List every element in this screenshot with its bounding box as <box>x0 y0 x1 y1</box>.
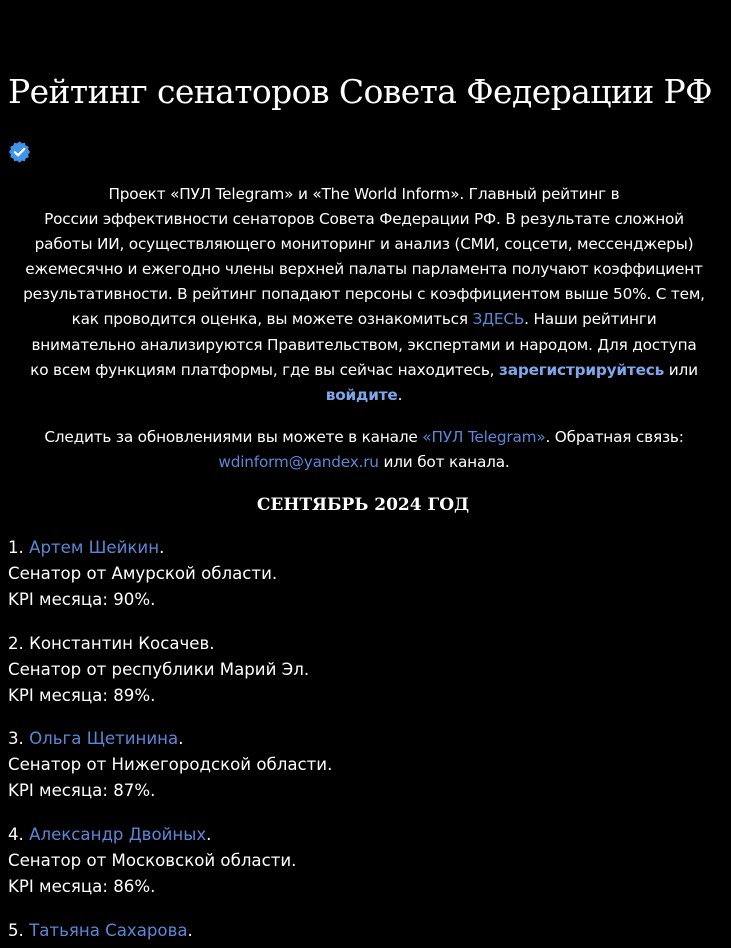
intro-text: . Наши рейтинги <box>524 310 657 329</box>
senator-name: Константин Косачев <box>29 633 210 653</box>
register-link[interactable]: зарегистрируйтесь <box>499 360 665 379</box>
intro-line: внимательно анализируются Правительством, экспертами и народом. Для доступа <box>31 335 697 354</box>
follow-line <box>4 450 724 475</box>
senator-name-link[interactable]: Артем Шейкин <box>29 538 160 557</box>
rank-number: 2. <box>8 633 30 653</box>
senator-entry <box>8 726 723 804</box>
senator-kpi: KPI месяца: 89%. <box>8 685 156 705</box>
senator-name-link[interactable]: Александр Двойных <box>29 825 207 845</box>
intro-line: работы ИИ, осуществляющего мониторинг и анализ (СМИ, соцсети, мессенджеры) <box>34 235 694 254</box>
rank-number: 3. <box>8 729 30 749</box>
intro-line <box>4 307 724 332</box>
intro-line <box>4 383 724 408</box>
follow-paragraph <box>4 425 724 475</box>
login-link[interactable]: войдите <box>325 385 398 404</box>
rank-number: 5. <box>8 920 30 940</box>
name-suffix: . <box>206 825 212 845</box>
intro-text: ко всем функциям платформы, где вы сейчас находитесь, <box>30 360 500 379</box>
senator-name-link[interactable]: Ольга Щетинина <box>29 729 179 749</box>
senator-region: Сенатор от республики Марий Эл. <box>8 659 310 679</box>
senator-region: Сенатор от Нижегородской области. <box>8 755 333 775</box>
senator-kpi: KPI месяца: 90%. <box>8 590 156 609</box>
follow-text: Следить за обновлениями вы можете в канале <box>44 428 423 446</box>
intro-text: как проводится оценка, вы можете ознакомиться <box>71 310 473 329</box>
rank-number: 1. <box>8 538 30 557</box>
month-heading: СЕНТЯБРЬ 2024 ГОД <box>256 495 470 515</box>
follow-line <box>4 425 724 450</box>
senator-kpi: KPI месяца: 87%. <box>8 781 156 801</box>
telegram-channel-link[interactable]: «ПУЛ Telegram» <box>422 428 546 446</box>
senator-kpi: KPI месяца: 86%. <box>8 877 156 897</box>
name-suffix: . <box>178 729 184 749</box>
senator-entry <box>8 918 723 944</box>
senator-name-link[interactable]: Татьяна Сахарова <box>29 920 188 940</box>
intro-text: . <box>397 385 403 404</box>
senator-name-row <box>8 631 723 657</box>
intro-line: результативности. В рейтинг попадают персоны с коэффициентом выше 50%. С тем, <box>23 285 705 304</box>
follow-text: . Обратная связь: <box>545 428 684 446</box>
intro-line <box>4 358 724 383</box>
senator-name-row <box>8 726 723 752</box>
intro-text: или <box>664 360 698 379</box>
senator-name-row <box>8 822 723 848</box>
name-suffix: . <box>209 633 215 653</box>
name-suffix: . <box>159 538 165 557</box>
senator-entry <box>8 631 723 709</box>
follow-text: или бот канала. <box>378 453 510 472</box>
email-link[interactable]: wdinform@yandex.ru <box>218 453 379 472</box>
intro-line: России эффективности сенаторов Совета Федерации РФ. В результате сложной <box>44 210 684 229</box>
senator-name-row <box>8 918 723 944</box>
rank-number: 4. <box>8 825 30 845</box>
senator-entry <box>8 822 723 900</box>
senator-entry <box>8 535 723 613</box>
verified-badge-icon <box>7 140 32 165</box>
senator-region: Сенатор от Амурской области. <box>8 564 278 583</box>
methodology-link[interactable]: ЗДЕСЬ <box>472 310 525 329</box>
senator-region: Сенатор от Московской области. <box>8 851 297 871</box>
name-suffix: . <box>187 920 193 940</box>
intro-paragraph <box>4 182 724 408</box>
senator-name-row <box>8 535 723 561</box>
intro-line: Проект «ПУЛ Telegram» и «The World Inform». Главный рейтинг в <box>108 185 620 203</box>
intro-line: ежемесячно и ежегодно члены верхней палаты парламента получают коэффициент <box>25 260 703 279</box>
page-title: Рейтинг сенаторов Совета Федерации РФ <box>8 72 712 111</box>
senator-list <box>8 535 723 948</box>
